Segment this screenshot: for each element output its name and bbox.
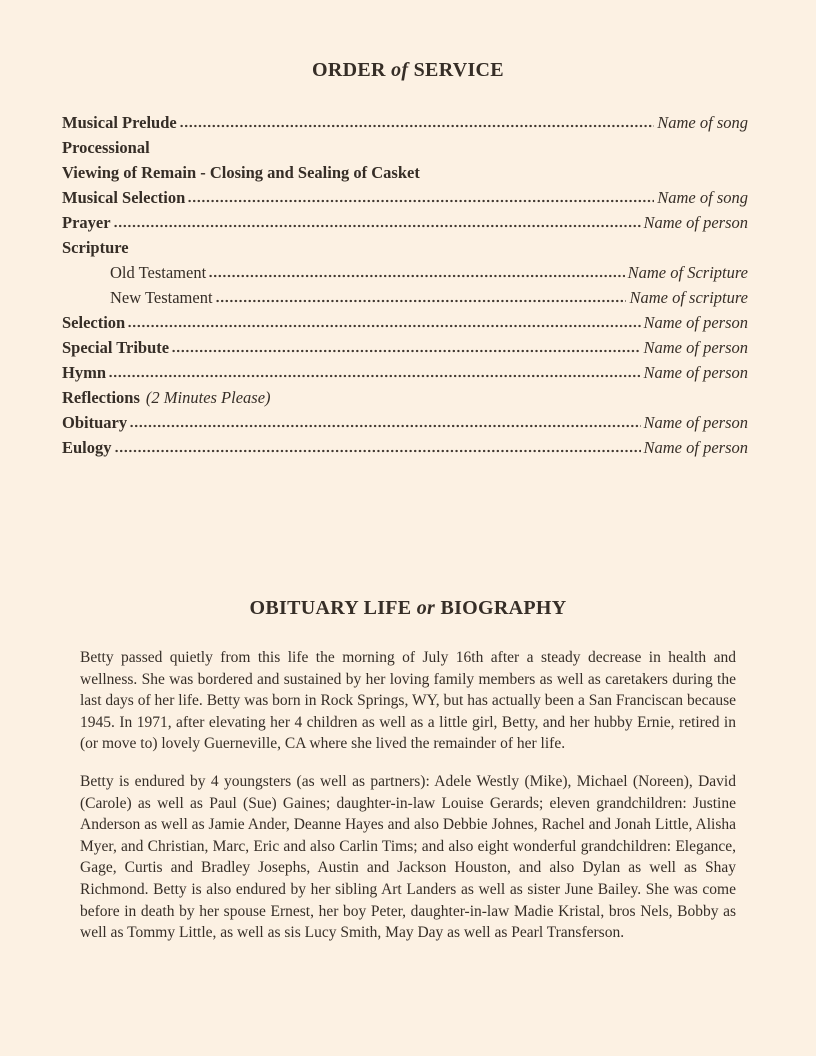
dotted-leader <box>115 449 641 453</box>
service-item <box>62 285 748 310</box>
service-item-label: Processional <box>62 138 150 157</box>
service-item <box>62 335 748 360</box>
service-item-value: Name of person <box>643 338 748 357</box>
service-item-label: New Testament <box>110 288 213 307</box>
obituary-paragraph: Betty is endured by 4 youngsters (as well as partners): Adele Westly (Mike), Michael (Noreen), David (Carole) as well as Paul (Sue) Gaines; daughter-in-law Louise Gerards; eleven grandchildren: Justine Anderson as well as Jamie Ander, Deanne Hayes and also Debbie Johnes, Rachel and Jonah Little, Alisha Myer, and Christian, Marc, Eric and also Carlin Tims; and also eight wonderful grandchildren: Elegance, Gage, Curtis and Bradley Josephs, Austin and Jackson Houston, and also Dylan as well as Shay Richmond. Betty is also endured by her sibling Art Landers as well as sister June Bailey. She was come before in death by her spouse Ernest, her boy Peter, daughter-in-law Madie Kristal, bros Nels, Bobby as well as Tommy Little, as well as sis Lucy Smith, May Day as well as Pearl Transferson. <box>80 772 736 942</box>
obituary-title-italic: or <box>416 597 436 619</box>
service-item <box>62 435 748 460</box>
obituary-paragraph: Betty passed quietly from this life the morning of July 16th after a steady decrease in health and wellness. She was bordered and sustained by her loving family members as well as caretakers during the last days of her life. Betty was born in Rock Springs, WY, but has actually been a San Franciscan because 1945. In 1971, after elevating her 4 children as well as a little girl, Betty, and her hubby Ernie, retired in (or move to) lovely Guerneville, CA where she lived the remainder of her life. <box>80 649 736 753</box>
service-item <box>62 210 748 235</box>
service-item-label: Viewing of Remain - Closing and Sealing of Casket <box>62 163 420 182</box>
service-item <box>62 160 748 185</box>
dotted-leader <box>128 324 640 328</box>
service-item <box>62 110 748 135</box>
dotted-leader <box>172 349 640 353</box>
service-item-label: Special Tribute <box>62 338 170 357</box>
dotted-leader <box>188 199 654 203</box>
dotted-leader <box>216 299 627 303</box>
service-item-value: Name of song <box>657 188 748 207</box>
service-item-label: Prayer <box>62 213 111 232</box>
service-item-value: Name of person <box>643 213 748 232</box>
obituary-title-pre: OBITUARY LIFE <box>249 597 417 619</box>
service-item-label: Musical Selection <box>62 188 186 207</box>
service-item <box>62 185 748 210</box>
service-item-value: Name of person <box>643 413 748 432</box>
service-item <box>62 385 748 410</box>
service-item-label: Eulogy <box>62 438 112 457</box>
service-item-label: Reflections <box>62 388 140 407</box>
service-item <box>62 235 748 260</box>
order-of-service-title-post: SERVICE <box>408 59 504 81</box>
service-item-value: Name of person <box>643 438 748 457</box>
service-item-label: Scripture <box>62 238 129 257</box>
dotted-leader <box>130 424 640 428</box>
service-item-value: Name of person <box>643 363 748 382</box>
obituary-title-post: BIOGRAPHY <box>435 597 567 619</box>
order-of-service-title-italic: of <box>391 59 409 81</box>
service-item-label: Old Testament <box>110 263 207 282</box>
order-of-service-title-pre: ORDER <box>312 59 392 81</box>
service-item <box>62 135 748 160</box>
dotted-leader <box>209 274 624 278</box>
service-item-label: Obituary <box>62 413 128 432</box>
obituary-title <box>0 595 816 621</box>
service-item <box>62 360 748 385</box>
service-item-value: Name of Scripture <box>627 263 748 282</box>
service-item-label: Musical Prelude <box>62 113 177 132</box>
service-item-note: (2 Minutes Please) <box>145 388 271 407</box>
obituary-body <box>80 647 736 944</box>
service-item <box>62 260 748 285</box>
order-of-service-title <box>0 57 816 83</box>
dotted-leader <box>180 124 655 128</box>
dotted-leader <box>114 224 641 228</box>
service-item-label: Hymn <box>62 363 107 382</box>
service-item <box>62 310 748 335</box>
service-item-value: Name of scripture <box>629 288 748 307</box>
service-item <box>62 410 748 435</box>
order-of-service-list <box>62 110 748 460</box>
service-item-label: Selection <box>62 313 126 332</box>
service-item-value: Name of person <box>643 313 748 332</box>
dotted-leader <box>109 374 640 378</box>
service-item-value: Name of song <box>657 113 748 132</box>
